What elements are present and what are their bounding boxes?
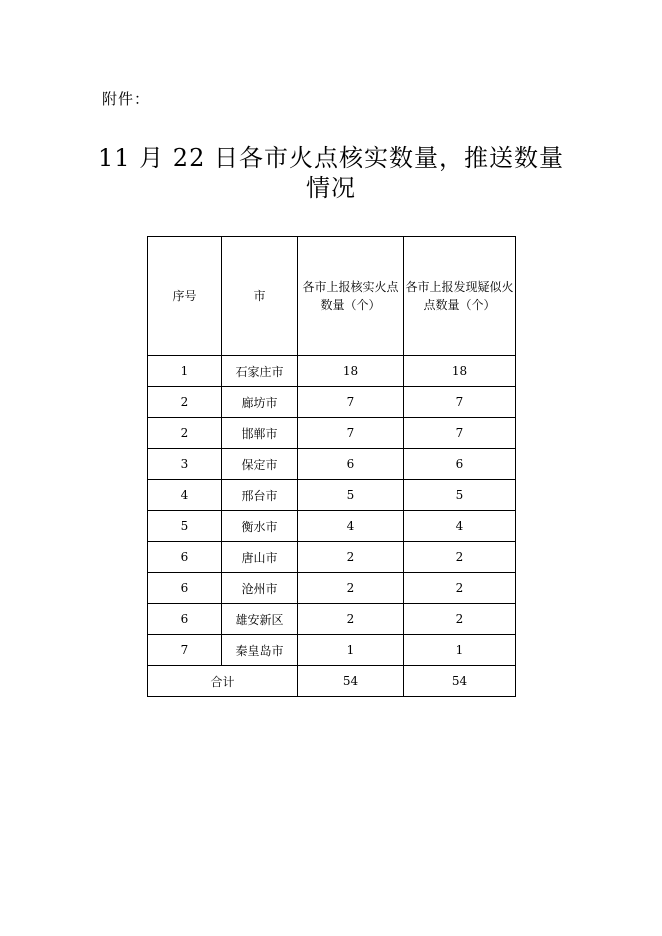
cell-suspected: 2	[404, 573, 516, 604]
cell-suspected: 2	[404, 604, 516, 635]
cell-seq: 4	[148, 480, 222, 511]
cell-city: 保定市	[222, 449, 298, 480]
table-row	[148, 480, 516, 511]
table-total-row	[148, 666, 516, 697]
cell-suspected: 4	[404, 511, 516, 542]
total-label: 合计	[148, 666, 298, 697]
header-suspected: 各市上报发现疑似火点数量（个）	[404, 237, 516, 356]
attachment-label: 附件：	[102, 90, 151, 108]
cell-city: 唐山市	[222, 542, 298, 573]
cell-verified: 4	[298, 511, 404, 542]
header-verified: 各市上报核实火点数量（个）	[298, 237, 404, 356]
table-row	[148, 387, 516, 418]
cell-verified: 6	[298, 449, 404, 480]
cell-seq: 2	[148, 387, 222, 418]
cell-verified: 1	[298, 635, 404, 666]
cell-city: 沧州市	[222, 573, 298, 604]
cell-suspected: 6	[404, 449, 516, 480]
cell-suspected: 18	[404, 356, 516, 387]
cell-city: 石家庄市	[222, 356, 298, 387]
cell-city: 秦皇岛市	[222, 635, 298, 666]
cell-verified: 2	[298, 573, 404, 604]
table-row	[148, 418, 516, 449]
cell-seq: 5	[148, 511, 222, 542]
page-title: 11 月 22 日各市火点核实数量，推送数量情况	[98, 144, 564, 202]
cell-city: 邯郸市	[222, 418, 298, 449]
cell-city: 雄安新区	[222, 604, 298, 635]
cell-seq: 7	[148, 635, 222, 666]
cell-suspected: 7	[404, 418, 516, 449]
cell-suspected: 7	[404, 387, 516, 418]
cell-city: 廊坊市	[222, 387, 298, 418]
cell-verified: 5	[298, 480, 404, 511]
cell-verified: 2	[298, 604, 404, 635]
table-row	[148, 573, 516, 604]
cell-verified: 18	[298, 356, 404, 387]
cell-seq: 6	[148, 573, 222, 604]
cell-seq: 2	[148, 418, 222, 449]
table-row	[148, 604, 516, 635]
cell-suspected: 1	[404, 635, 516, 666]
cell-verified: 7	[298, 418, 404, 449]
total-suspected: 54	[404, 666, 516, 697]
cell-suspected: 5	[404, 480, 516, 511]
cell-seq: 3	[148, 449, 222, 480]
table-row	[148, 511, 516, 542]
cell-city: 衡水市	[222, 511, 298, 542]
cell-verified: 7	[298, 387, 404, 418]
header-city: 市	[222, 237, 298, 356]
cell-verified: 2	[298, 542, 404, 573]
cell-city: 邢台市	[222, 480, 298, 511]
table-row	[148, 356, 516, 387]
fire-point-table	[147, 236, 516, 697]
table-row	[148, 542, 516, 573]
table-row	[148, 635, 516, 666]
cell-seq: 6	[148, 542, 222, 573]
cell-seq: 1	[148, 356, 222, 387]
total-verified: 54	[298, 666, 404, 697]
cell-seq: 6	[148, 604, 222, 635]
table-header-row	[148, 237, 516, 356]
table-row	[148, 449, 516, 480]
cell-suspected: 2	[404, 542, 516, 573]
header-seq: 序号	[148, 237, 222, 356]
